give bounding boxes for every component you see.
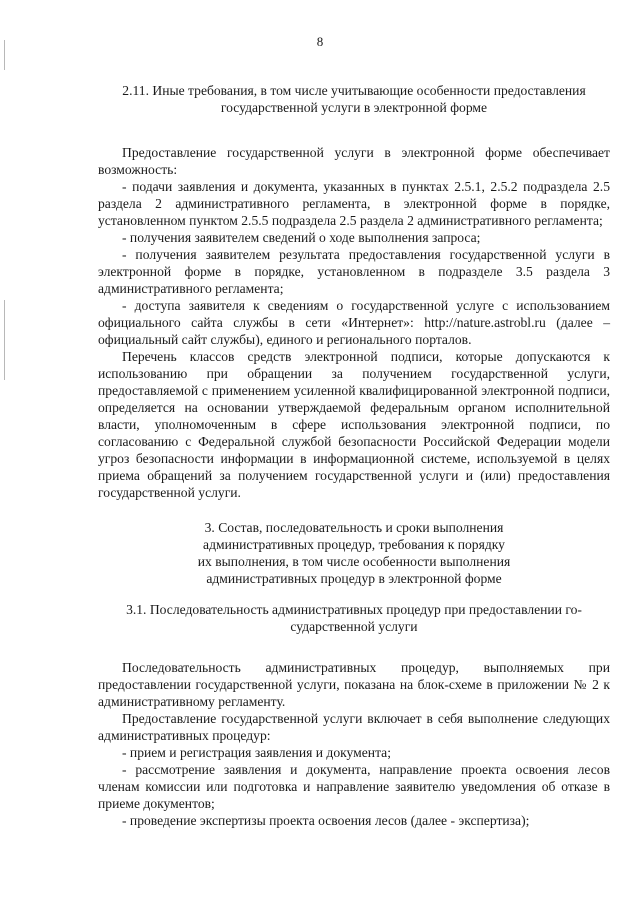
section-3-1-heading [98, 601, 610, 635]
section-3-heading-line: 3. Состав, последовательность и сроки выполнения [204, 520, 504, 535]
section-2-11-intro: Предоставление государственной услуги в электронной форме обеспечивает возможность: [98, 145, 610, 177]
section-3-heading-line: административных процедур, требования к порядку [203, 537, 505, 552]
section-2-11-heading-line1: 2.11. Иные требования, в том числе учитывающие особенности предоставления [122, 83, 586, 98]
section-3-heading-line: административных процедур в электронной форме [206, 571, 502, 586]
signature-classes-paragraph: Перечень классов средств электронной подписи, которые допускаются к использованию при обращении за получением государственной услуги, предоставляемой с применением усиленной квалифицированной электронной подписи, определяется на основании утверждаемой федеральным органом исполнительной власти, уполномоченным в сфере использования электронной подписи, по согласованию с Федеральной службой безопасности Российской Федерации модели угроз безопасности информации в информационной системе, используемой в целях приема обращений за получением государственной услуги и (или) предоставления государственной услуги. [98, 349, 610, 500]
list-item: - рассмотрение заявления и документа, направление проекта освоения лесов членам комиссии или подготовка и направление заявителю уведомления об отказе в приеме документов; [98, 762, 610, 811]
section-3-1-heading-line2: сударственной услуги [290, 619, 418, 634]
list-item: - проведение экспертизы проекта освоения лесов (далее - экспертиза); [122, 813, 530, 828]
section-2-11-heading-line2: государственной услуги в электронной форме [220, 100, 488, 115]
page-number: 8 [316, 34, 324, 49]
section-3-1-heading-line1: 3.1. Последовательность административных процедур при предоставлении го- [126, 602, 582, 617]
list-item: - доступа заявителя к сведениям о государственной услуге с использованием официального сайта службы в сети «Интернет»: http://nature.astrobl.ru (далее – официальный сайт службы), единого и регионального порталов. [98, 298, 610, 347]
list-item: - прием и регистрация заявления и документа; [122, 745, 391, 760]
list-item: - получения заявителем результата предоставления государственной услуги в электронной форме в порядке, установленном в подразделе 3.5 раздела 3 административного регламента; [98, 247, 610, 296]
procedures-list-intro: Предоставление государственной услуги включает в себя выполнение следующих административных процедур: [98, 711, 610, 743]
scan-artifact-line [4, 300, 5, 380]
section-3-heading [98, 519, 610, 587]
section-2-11-heading [98, 82, 610, 116]
procedures-sequence-paragraph: Последовательность административных процедур, выполняемых при предоставлении государственной услуги, показана на блок-схеме в приложении № 2 к административному регламенту. [98, 660, 610, 709]
document-body [98, 82, 610, 829]
section-3-heading-line: их выполнения, в том числе особенности выполнения [197, 554, 511, 569]
list-item: - подачи заявления и документа, указанных в пунктах 2.5.1, 2.5.2 подраздела 2.5 раздела 2 административного регламента, в электронной форме в порядке, установленном пунктом 2.5.5 подраздела 2.5 раздела 2 административного регламента; [98, 179, 610, 228]
list-item: - получения заявителем сведений о ходе выполнения запроса; [122, 230, 481, 245]
